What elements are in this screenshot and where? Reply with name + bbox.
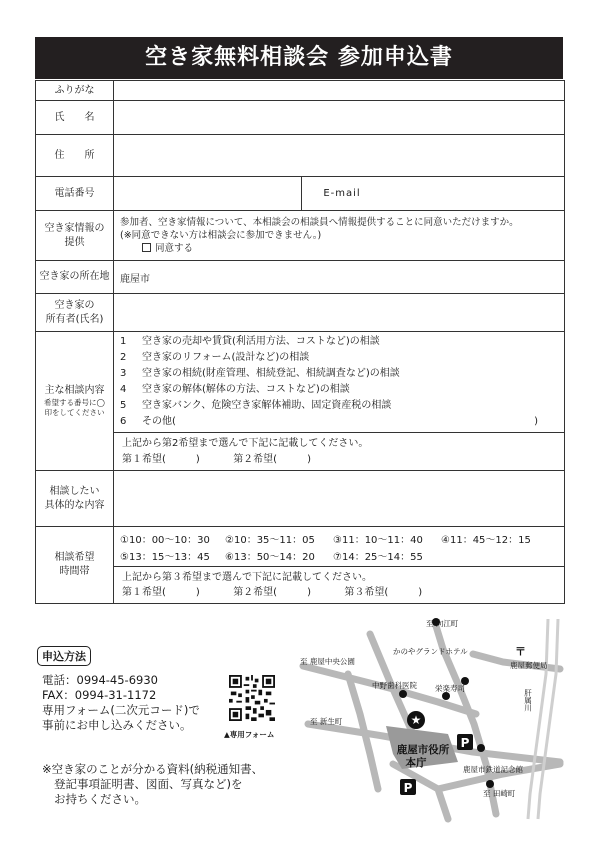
owner-row <box>36 294 565 332</box>
address-row <box>36 135 565 177</box>
consent-checkbox-label: 同意する <box>155 243 194 254</box>
owner-label <box>36 294 114 332</box>
map-label-dental: 中野歯科医院 <box>372 681 417 690</box>
dental-marker <box>399 690 407 698</box>
location-row <box>36 261 565 294</box>
consent-checkbox-row[interactable] <box>120 242 558 255</box>
page-title: 空き家無料相談会 参加申込書 <box>35 37 563 79</box>
consent-note: (※同意できない方は相談会に参加できません。) <box>120 230 322 241</box>
map-label-hotel: かのやグランドホテル <box>393 647 468 656</box>
apply-section <box>37 645 91 666</box>
address-field[interactable] <box>114 135 565 177</box>
times-choice-row <box>36 567 565 604</box>
other-close-paren: ) <box>534 416 538 427</box>
time-choice-3[interactable]: 第３希望( ) <box>344 587 423 598</box>
owner-label-line2: 所有者(氏名) <box>45 313 104 325</box>
apply-form-line1: 専用フォーム(二次元コード)で <box>42 703 200 717</box>
time-slot[interactable]: ⑦14：25～14：55 <box>333 551 423 563</box>
apply-heading: 申込方法 <box>37 646 91 666</box>
location-field[interactable]: 鹿屋市 <box>114 261 565 294</box>
tasaki-marker <box>486 780 494 788</box>
times-instruction: 上記から第３希望まで選んで下記に記載してください。 <box>122 572 372 583</box>
map-label-river: 肝属川 <box>523 689 533 712</box>
topics-row <box>36 332 565 433</box>
time-slot[interactable]: ①10：00～10：30 <box>120 534 210 546</box>
access-map <box>298 614 566 824</box>
topic-option[interactable]: 5 空き家バンク、危険空き家解体補助、固定資産税の相談 <box>120 400 392 411</box>
email-field[interactable] <box>382 177 564 210</box>
consent-label <box>36 211 114 261</box>
time-slot[interactable]: ④11：45～12：15 <box>441 534 531 546</box>
sushi-marker <box>442 692 450 700</box>
address-label: 住 所 <box>36 135 114 177</box>
apply-fax: FAX：0994-31-1172 <box>42 688 157 702</box>
note-line3: お持ちください。 <box>54 792 146 806</box>
contact-row <box>36 177 565 211</box>
map-label-mukaecho: 至 向江町 <box>426 619 459 628</box>
topic-option-other[interactable]: 6 その他( ) <box>120 414 558 430</box>
note-line2: 登記事項証明書、図面、写真など)を <box>54 777 243 791</box>
topic-option[interactable]: 3 空き家の相続(財産管理、相続登記、相続調査など)の相談 <box>120 368 400 379</box>
apply-details <box>42 673 200 733</box>
time-slot[interactable]: ⑥13：50～14：20 <box>225 551 315 563</box>
name-field[interactable] <box>114 101 565 135</box>
topics-label <box>36 332 114 471</box>
time-choice-1[interactable]: 第１希望( ) <box>122 587 200 598</box>
owner-field[interactable] <box>114 294 565 332</box>
location-label: 空き家の所在地 <box>36 261 114 294</box>
river-bank-1 <box>528 619 548 819</box>
application-form <box>35 80 565 604</box>
name-row <box>36 101 565 135</box>
bring-documents-note <box>42 762 263 807</box>
details-row <box>36 471 565 527</box>
owner-label-line1: 空き家の <box>54 299 95 311</box>
times-label-line2: 時間帯 <box>59 566 90 577</box>
map-label-tasaki: 至 田崎町 <box>483 789 516 798</box>
consent-row <box>36 211 565 261</box>
time-slot[interactable]: ②10：35～11：05 <box>225 534 315 546</box>
email-label: E-mail <box>323 188 361 199</box>
topics-choice-row <box>36 433 565 471</box>
consent-label-line1: 空き家情報の <box>44 222 105 234</box>
times-label-line1: 相談希望 <box>54 552 95 563</box>
name-label: 氏 名 <box>36 101 114 135</box>
topics-note-line2: 印をしてください <box>44 408 105 417</box>
phone-label: 電話番号 <box>36 177 114 211</box>
map-label-sushi: 栄楽寿司 <box>435 684 465 693</box>
details-label-line2: 具体的な内容 <box>44 499 105 511</box>
details-field[interactable] <box>114 471 565 527</box>
time-slot[interactable]: ③11：10～11：40 <box>333 534 423 546</box>
times-row <box>36 527 565 567</box>
consent-checkbox[interactable] <box>142 243 151 252</box>
consent-label-line2: 提供 <box>64 236 85 248</box>
city-hall-star-icon: ★ <box>410 713 422 727</box>
railway-marker <box>477 744 485 752</box>
post-office-icon: 〒 <box>515 645 526 658</box>
map-label-railway: 鹿屋市鉄道記念館 <box>463 765 523 774</box>
map-label-shinsei: 至 新生町 <box>310 717 343 726</box>
parking-label-2: P <box>403 781 413 795</box>
map-label-chuo-park: 至 鹿屋中央公園 <box>300 657 355 666</box>
details-label <box>36 471 114 527</box>
topic-choice-1[interactable]: 第１希望( ) <box>122 453 200 465</box>
furigana-row <box>36 81 565 101</box>
map-label-honcho: 本庁 <box>405 757 427 769</box>
topic-choice-2[interactable]: 第２希望( ) <box>233 453 311 465</box>
time-slot[interactable]: ⑤13：15～13：45 <box>120 551 210 563</box>
qr-caption: ▲専用フォーム <box>224 730 275 739</box>
parking-label: P <box>460 736 470 750</box>
topics-label-text: 主な相談内容 <box>44 385 105 396</box>
topics-instruction: 上記から第2希望まで選んで下記に記載してください。 <box>122 437 369 449</box>
topic-option[interactable]: 1 空き家の売却や賃貸(利活用方法、コストなど)の相談 <box>120 336 380 347</box>
qr-code[interactable] <box>229 675 275 721</box>
note-line1: ※空き家のことが分かる資料(納税通知書、 <box>42 762 264 776</box>
topic-option[interactable]: 2 空き家のリフォーム(設計など)の相談 <box>120 352 310 363</box>
topics-note-line1: 希望する番号に◯ <box>44 398 105 407</box>
apply-phone: 電話：0994-45-6930 <box>42 673 158 687</box>
times-label <box>36 527 114 604</box>
furigana-label: ふりがな <box>36 81 114 101</box>
details-label-line1: 相談したい <box>49 485 100 497</box>
topic-option[interactable]: 4 空き家の解体(解体の方法、コストなど)の相談 <box>120 384 350 395</box>
map-label-post-office: 鹿屋郵便局 <box>510 661 548 670</box>
furigana-field[interactable] <box>114 81 565 101</box>
time-choice-2[interactable]: 第２希望( ) <box>233 587 311 598</box>
map-label-city-hall: 鹿屋市役所 <box>396 744 450 756</box>
apply-form-line2: 事前にお申し込みください。 <box>42 718 192 732</box>
consent-text: 参加者、空き家情報について、本相談会の相談員へ情報提供することに同意いただけますか。 <box>120 217 519 228</box>
phone-field[interactable] <box>114 177 302 210</box>
